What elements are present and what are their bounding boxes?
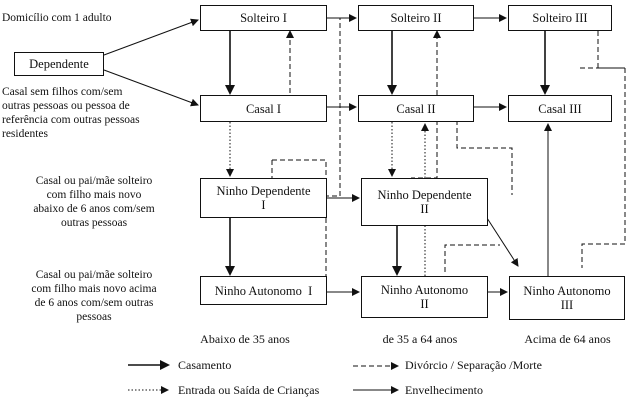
node-ninho-autonomo-2: Ninho Autonomo II xyxy=(361,276,488,318)
node-ninho-dependente-2: Ninho Dependente II xyxy=(361,178,488,226)
row-label-couple: Casal sem filhos com/sem outras pessoas ou pessoa de referência com outras pessoas residentes xyxy=(2,86,140,140)
node-casal-3: Casal III xyxy=(508,95,612,122)
node-solteiro-3: Solteiro III xyxy=(508,5,612,31)
node-ninho-dependente-1: Ninho Dependente I xyxy=(200,178,327,218)
row-label-single-adult: Domicílio com 1 adulto xyxy=(2,12,112,24)
edge-dependente-solteiro1 xyxy=(104,20,198,55)
age-column-3: Acima de 64 anos xyxy=(524,332,611,346)
legend-criancas: Entrada ou Saída de Crianças xyxy=(178,383,320,397)
node-casal-1: Casal I xyxy=(200,95,327,122)
edge-divorce-e xyxy=(582,31,625,268)
node-dependente: Dependente xyxy=(14,52,104,76)
node-ninho-autonomo-1: Ninho Autonomo I xyxy=(200,276,327,305)
edge-divorce-d xyxy=(411,120,437,178)
edge-divorce-h xyxy=(445,245,500,272)
legend-envelhecimento: Envelhecimento xyxy=(405,383,483,397)
row-label-young-child: Casal ou pai/mãe solteiro com filho mais novo abaixo de 6 anos com/sem outras pessoas xyxy=(33,175,155,229)
node-ninho-autonomo-3: Ninho Autonomo III xyxy=(509,276,625,320)
node-casal-2: Casal II xyxy=(358,95,474,122)
age-column-1: Abaixo de 35 anos xyxy=(200,332,290,346)
node-solteiro-1: Solteiro I xyxy=(200,5,327,31)
row-label-older-child: Casal ou pai/mãe solteiro com filho mais novo acima de 6 anos com/sem outras pessoas xyxy=(31,269,157,323)
age-column-2: de 35 a 64 anos xyxy=(382,332,458,346)
legend-divorcio: Divórcio / Separação /Morte xyxy=(405,358,542,372)
node-solteiro-2: Solteiro II xyxy=(358,5,474,31)
edge-children-ninhodep2-casal3 xyxy=(487,218,518,266)
legend-casamento: Casamento xyxy=(178,358,232,372)
